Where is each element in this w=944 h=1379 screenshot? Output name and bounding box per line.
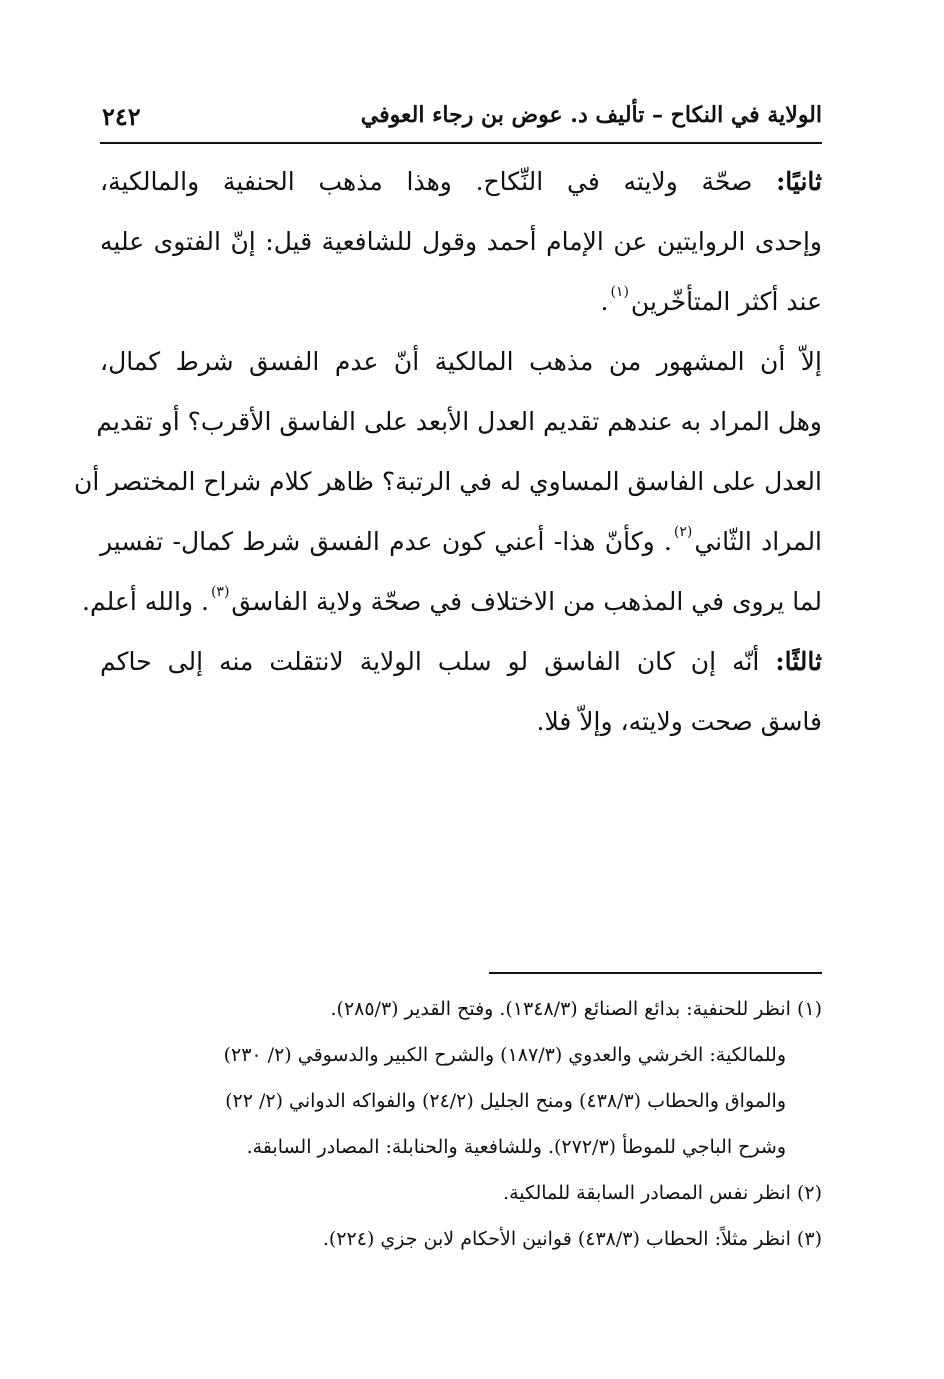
section-lead: ثالثًا:: [775, 647, 822, 676]
line-text-after: .: [600, 287, 609, 316]
footnote-line: (١) انظر للحنفية: بدائع الصنائع (١٣٤٨/٣). وفتح القدير (٢٨٥/٣).: [330, 998, 822, 1020]
line-text: العدل على الفاسق المساوي له في الرتبة؟ ظاهر كلام شراح المختصر أن: [74, 467, 822, 496]
body-line: [100, 692, 822, 752]
line-text: إلاّ أن المشهور من مذهب المالكية أنّ عدم الفسق شرط كمال،: [100, 347, 822, 376]
body-line: [82, 572, 822, 632]
header-rule: [100, 142, 822, 144]
line-text-after: . وكأنّ هذا- أعني كون عدم الفسق شرط كمال- تفسير: [100, 527, 672, 556]
body-line: [100, 512, 822, 572]
running-title: الولاية في النكاح – تأليف د. عوض بن رجاء العوفي: [360, 102, 822, 128]
footnote-line: (٢) انظر نفس المصادر السابقة للمالكية.: [503, 1182, 822, 1204]
body-line: [74, 452, 822, 512]
body-text: [74, 152, 823, 752]
footnote-line: وشرح الباجي للموطأ (٢٧٢/٣). وللشافعية والحنابلة: المصادر السابقة.: [246, 1136, 786, 1158]
line-text: المراد الثّاني: [694, 527, 823, 556]
footnote-line: (٣) انظر مثلاً: الحطاب (٤٣٨/٣) قوانين الأحكام لابن جزي (٢٢٤).: [322, 1228, 822, 1250]
body-line: [100, 272, 822, 332]
footnote-separator: [489, 972, 822, 974]
line-text: عند أكثر المتأخّرين: [630, 287, 822, 316]
line-text: أنّه إن كان الفاسق لو سلب الولاية لانتقلت منه إلى حاكم: [100, 647, 776, 676]
line-text-after: . والله أعلم.: [82, 587, 209, 616]
line-text: صحّة ولايته في النِّكاح. وهذا مذهب الحنفية والمالكية،: [100, 167, 777, 196]
body-line: [96, 392, 822, 452]
section-lead: ثانيًا:: [776, 167, 822, 196]
line-text: وهل المراد به عندهم تقديم العدل الأبعد على الفاسق الأقرب؟ أو تقديم: [96, 407, 822, 436]
page-number: ٢٤٢: [102, 102, 141, 131]
body-line: [100, 332, 822, 392]
line-text: فاسق صحت ولايته، وإلاّ فلا.: [536, 707, 822, 736]
footnotes: [100, 986, 822, 1262]
line-text: لما يروى في المذهب من الاختلاف في صحّة ولاية الفاسق: [231, 587, 822, 616]
footnote-line: والمواق والحطاب (٤٣٨/٣) ومنح الجليل (٢٤/٢) والفواكه الدواني (٢/ ٢٢): [225, 1090, 786, 1112]
footnote-marker: (١): [610, 284, 629, 300]
footnote-marker: (٢): [673, 524, 693, 540]
footnote-line: وللمالكية: الخرشي والعدوي (١٨٧/٣) والشرح الكبير والدسوقي (٢/ ٢٣٠): [223, 1044, 786, 1066]
body-line: [100, 632, 822, 692]
body-line: [100, 212, 822, 272]
body-line: [100, 152, 822, 212]
line-text: وإحدى الروايتين عن الإمام أحمد وقول للشافعية قيل: إنّ الفتوى عليه: [100, 227, 822, 256]
page-header: [100, 100, 822, 144]
footnote-marker: (٣): [210, 584, 230, 600]
